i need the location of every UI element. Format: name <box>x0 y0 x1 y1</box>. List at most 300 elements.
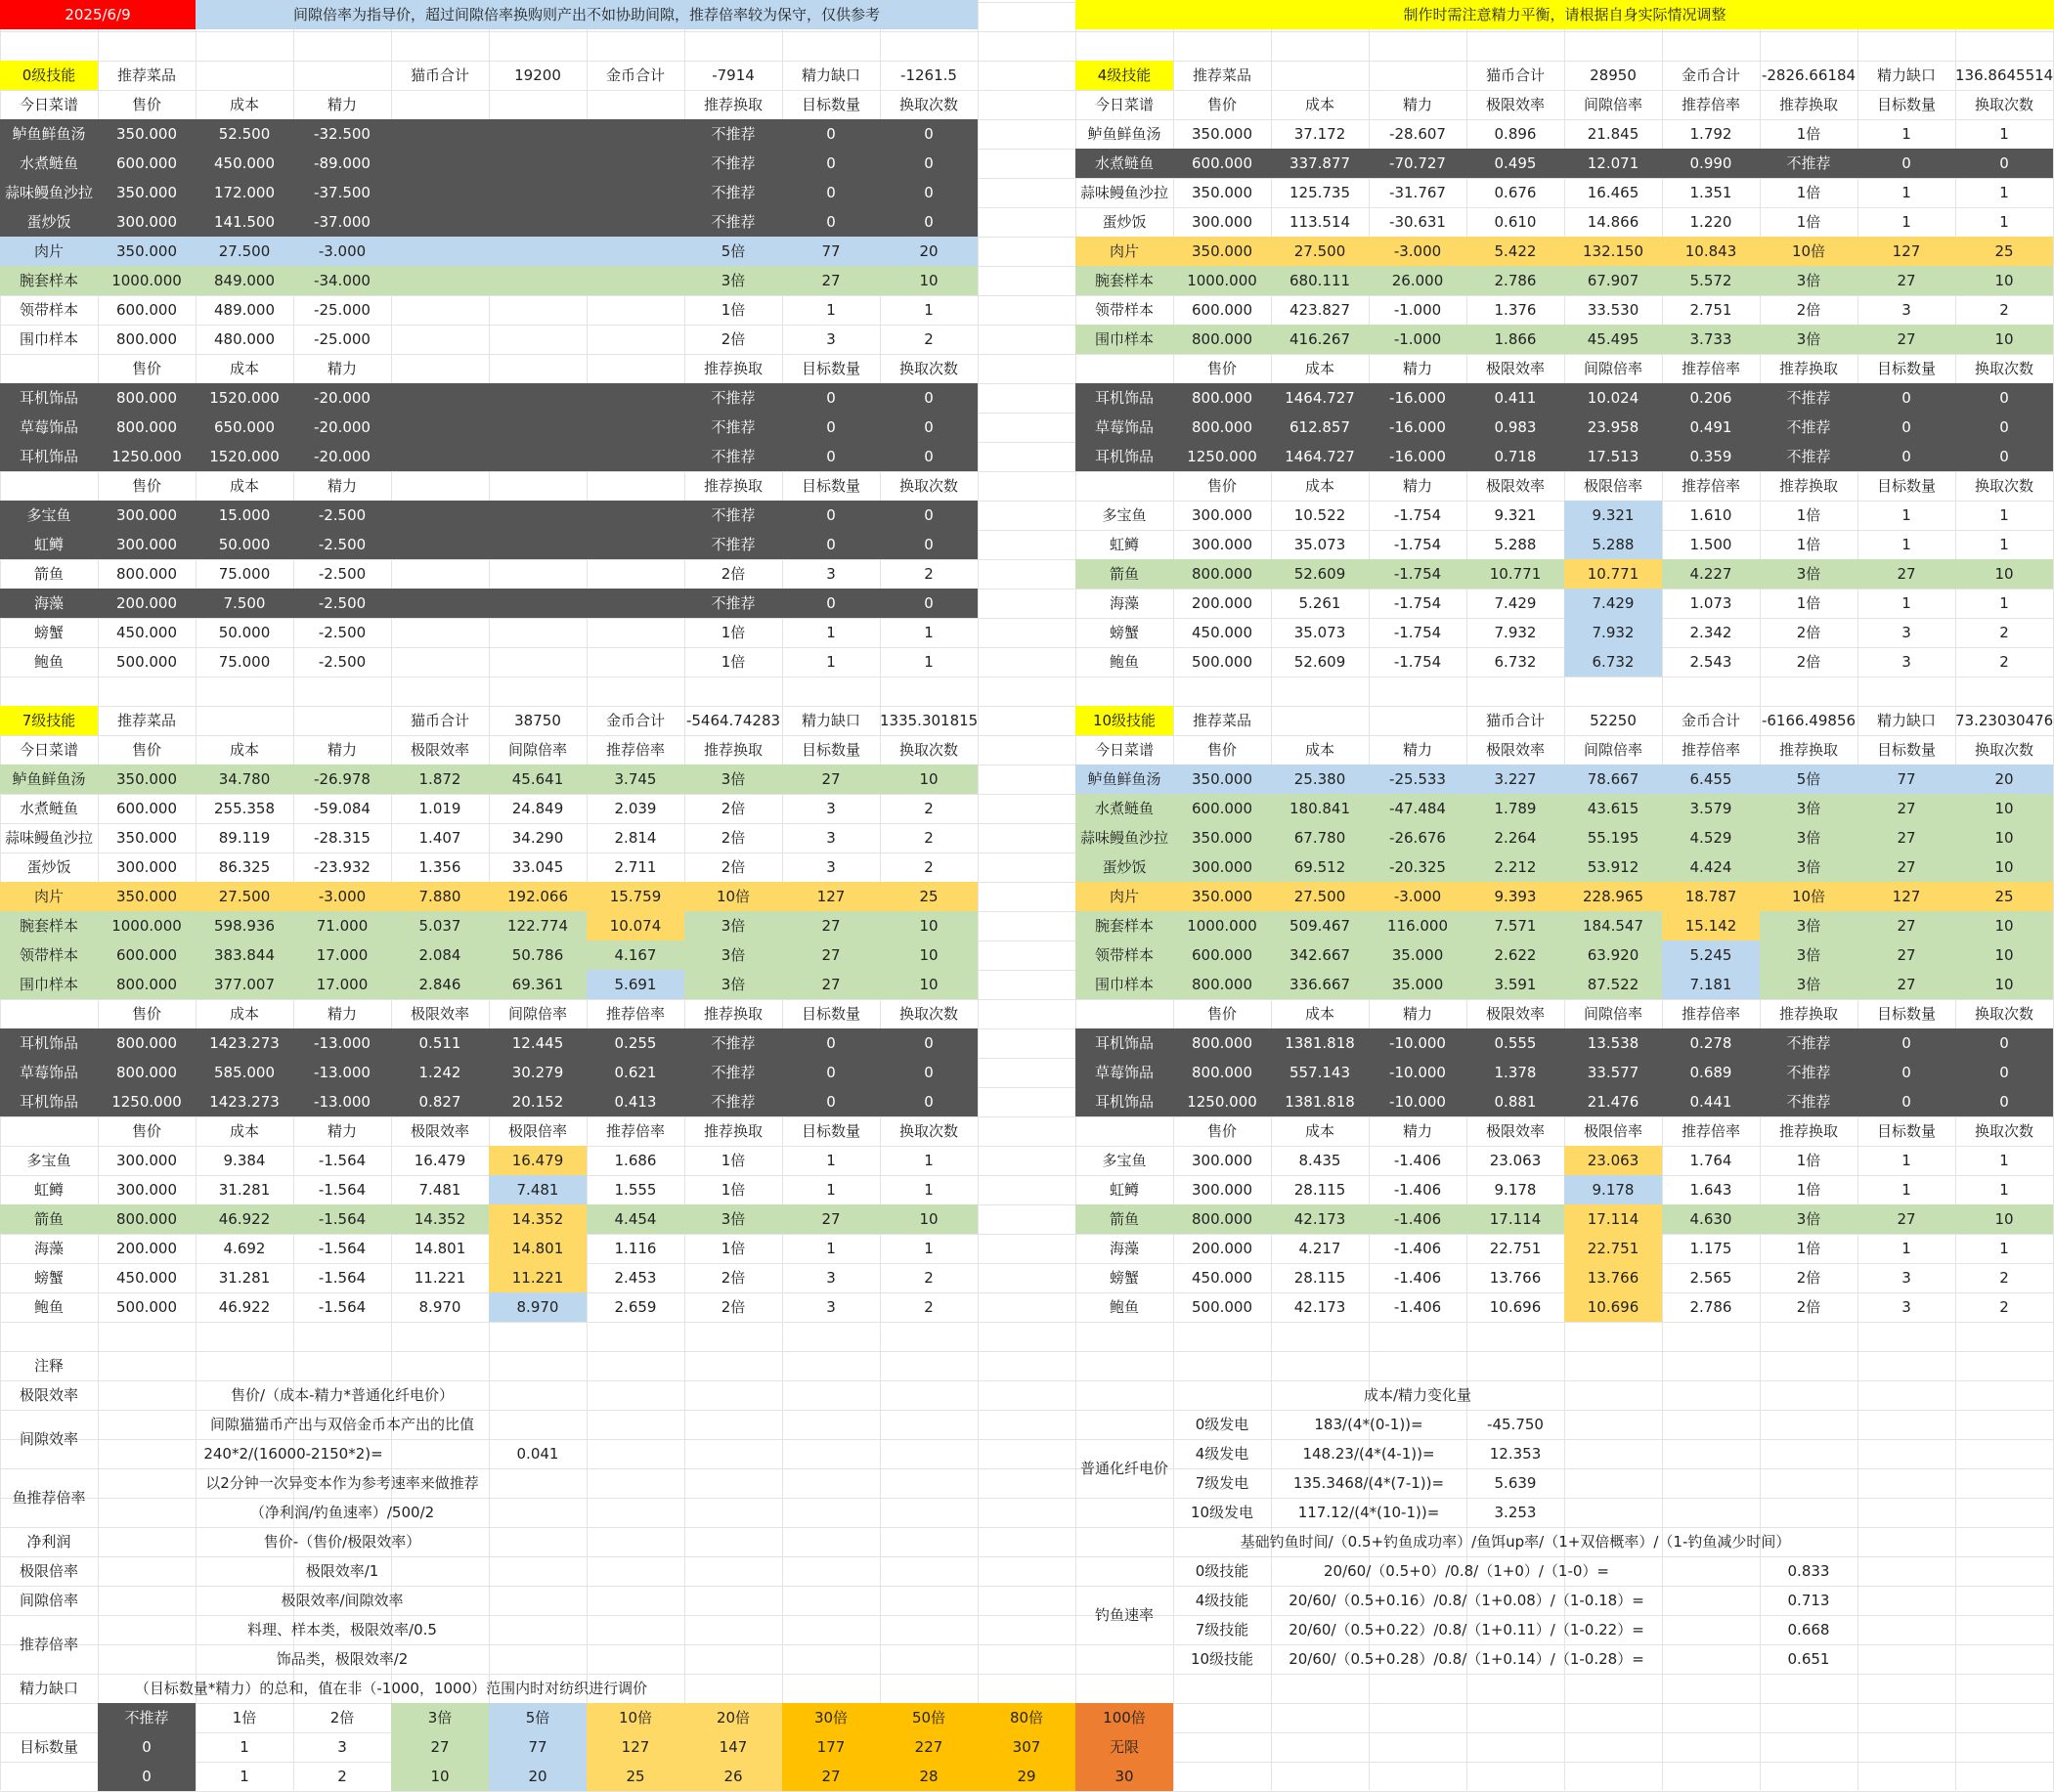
item-value[interactable] <box>391 618 489 647</box>
item-value[interactable]: 11.221 <box>489 1263 587 1292</box>
legend-qty[interactable]: 3 <box>337 1738 347 1756</box>
item-name[interactable]: 围巾样本 <box>1075 970 1173 999</box>
item-value[interactable]: 2倍 <box>721 330 746 348</box>
item-value[interactable]: -1.564 <box>318 1298 367 1316</box>
item-value[interactable]: 2.622 <box>1466 940 1564 970</box>
item-value[interactable]: 7.429 <box>1494 594 1537 612</box>
item-value[interactable]: 350.000 <box>1173 765 1271 794</box>
column-header[interactable]: 间隙倍率 <box>507 1005 567 1023</box>
column-header[interactable]: 精力 <box>1402 96 1432 113</box>
column-header[interactable]: 成本 <box>229 1122 259 1140</box>
gold-label[interactable]: 金币合计 <box>605 712 665 729</box>
item-value[interactable]: 2.039 <box>614 800 657 817</box>
item-value[interactable] <box>587 237 684 266</box>
item-value[interactable]: -16.000 <box>1369 442 1466 471</box>
item-value[interactable]: 31.281 <box>218 1269 271 1287</box>
item-value[interactable]: 46.922 <box>218 1298 271 1316</box>
item-value[interactable]: 1.764 <box>1689 1152 1732 1169</box>
item-value[interactable] <box>391 178 489 207</box>
item-value[interactable]: 14.801 <box>489 1234 587 1263</box>
energy-gap-label[interactable]: 精力缺口 <box>801 712 860 729</box>
item-value[interactable]: -20.000 <box>293 413 391 442</box>
column-header[interactable]: 成本 <box>1304 741 1334 759</box>
item-value[interactable]: 1 <box>924 1152 934 1169</box>
item-value[interactable]: 42.173 <box>1293 1298 1346 1316</box>
legend-qty[interactable]: 177 <box>782 1732 880 1762</box>
item-value[interactable]: -3.000 <box>293 882 391 911</box>
item-value[interactable]: 3倍 <box>1760 823 1857 852</box>
item-value[interactable]: 28.115 <box>1293 1181 1346 1199</box>
item-value[interactable]: 23.063 <box>1489 1152 1542 1169</box>
item-value[interactable]: 1250.000 <box>1173 442 1271 471</box>
item-value[interactable]: 33.045 <box>511 858 564 876</box>
item-value[interactable]: -1.564 <box>318 1269 367 1287</box>
item-value[interactable]: 10 <box>1955 911 2053 940</box>
item-value[interactable]: 480.000 <box>213 330 276 348</box>
item-value[interactable]: 2.711 <box>614 858 657 876</box>
item-value[interactable]: 0.610 <box>1494 213 1537 231</box>
fish-level[interactable]: 4级技能 <box>1195 1592 1249 1609</box>
item-value[interactable]: 15.000 <box>196 501 293 530</box>
item-value[interactable]: 0.441 <box>1662 1087 1760 1116</box>
item-name[interactable]: 多宝鱼 <box>0 501 98 530</box>
item-value[interactable]: 416.267 <box>1271 325 1369 354</box>
item-value[interactable]: 75.000 <box>218 653 271 671</box>
item-value[interactable]: 3倍 <box>684 940 782 970</box>
item-value[interactable]: 9.321 <box>1494 506 1537 524</box>
column-header[interactable]: 推荐换取 <box>1778 1005 1838 1023</box>
column-header[interactable]: 目标数量 <box>1876 96 1936 113</box>
item-value[interactable]: 7.932 <box>1564 618 1662 647</box>
item-value[interactable]: -30.631 <box>1389 213 1446 231</box>
item-name[interactable]: 虹鳟 <box>1109 1181 1139 1199</box>
item-value[interactable]: 16.479 <box>489 1146 587 1175</box>
column-header[interactable]: 极限效率 <box>410 1005 469 1023</box>
item-value[interactable]: 300.000 <box>115 858 178 876</box>
item-value[interactable]: 12.071 <box>1564 149 1662 178</box>
item-value[interactable] <box>489 383 587 413</box>
note-formula[interactable]: 饰品类，极限效率/2 <box>276 1650 409 1668</box>
item-value[interactable]: 1倍 <box>721 1152 746 1169</box>
fish-formula[interactable]: 20/60/（0.5+0.22）/0.8/（1+0.11）/（1-0.22）= <box>1289 1621 1644 1639</box>
item-value[interactable]: 1.643 <box>1689 1181 1732 1199</box>
item-value[interactable]: 0 <box>1857 1087 1955 1116</box>
item-value[interactable]: 1倍 <box>721 653 746 671</box>
column-header[interactable]: 极限效率 <box>1485 1005 1545 1023</box>
item-value[interactable]: 不推荐 <box>684 149 782 178</box>
item-value[interactable]: 10 <box>1955 266 2053 295</box>
item-value[interactable]: 0 <box>880 119 978 149</box>
item-value[interactable]: 180.841 <box>1271 794 1369 823</box>
skill-level[interactable]: 10级技能 <box>1075 706 1173 735</box>
gold-total[interactable]: -2826.66184 <box>1761 66 1857 84</box>
item-value[interactable]: 0 <box>1955 1028 2053 1058</box>
item-value[interactable]: 2倍 <box>721 1298 746 1316</box>
item-value[interactable]: 17.114 <box>1564 1204 1662 1234</box>
item-value[interactable]: 7.481 <box>489 1175 587 1204</box>
note-term[interactable]: 极限效率 <box>19 1386 78 1404</box>
item-name[interactable]: 蒜味鳗鱼沙拉 <box>1075 823 1173 852</box>
legend-label[interactable]: 10倍 <box>587 1703 684 1732</box>
item-value[interactable]: 不推荐 <box>684 178 782 207</box>
item-value[interactable]: 1 <box>826 1181 836 1199</box>
item-value[interactable]: 0.555 <box>1466 1028 1564 1058</box>
item-value[interactable]: 10 <box>880 1204 978 1234</box>
item-value[interactable]: 6.732 <box>1494 653 1537 671</box>
legend-times[interactable]: 26 <box>684 1762 782 1791</box>
item-value[interactable]: 800.000 <box>98 383 196 413</box>
item-value[interactable]: -10.000 <box>1369 1087 1466 1116</box>
item-value[interactable]: 1 <box>924 624 934 641</box>
item-value[interactable] <box>489 325 587 354</box>
item-name[interactable]: 海藻 <box>1109 1240 1139 1257</box>
item-value[interactable]: 450.000 <box>115 1269 178 1287</box>
item-value[interactable]: 5.288 <box>1564 530 1662 559</box>
item-value[interactable]: 1倍 <box>1796 1240 1821 1257</box>
item-value[interactable]: 200.000 <box>98 589 196 618</box>
item-name[interactable]: 腕套样本 <box>0 266 98 295</box>
item-value[interactable] <box>587 647 684 677</box>
item-value[interactable]: 450.000 <box>196 149 293 178</box>
column-header[interactable]: 售价 <box>1206 96 1237 113</box>
item-value[interactable]: 450.000 <box>1191 624 1253 641</box>
item-value[interactable]: 52.500 <box>196 119 293 149</box>
item-name[interactable]: 蒜味鳗鱼沙拉 <box>0 178 98 207</box>
item-value[interactable] <box>391 383 489 413</box>
item-value[interactable]: 9.178 <box>1494 1181 1537 1199</box>
item-value[interactable]: 3 <box>826 330 836 348</box>
item-value[interactable]: 5倍 <box>1760 765 1857 794</box>
legend-times[interactable]: 1 <box>240 1768 249 1785</box>
column-header[interactable]: 目标数量 <box>801 1122 860 1140</box>
item-value[interactable]: -1.564 <box>318 1181 367 1199</box>
item-value[interactable]: -1.754 <box>1393 653 1442 671</box>
item-value[interactable]: 10 <box>1955 559 2053 589</box>
item-value[interactable]: 10.696 <box>1489 1298 1542 1316</box>
item-value[interactable]: 4.217 <box>1298 1240 1341 1257</box>
item-value[interactable]: 0 <box>1857 149 1955 178</box>
item-value[interactable]: 1 <box>924 1240 934 1257</box>
item-value[interactable]: 1000.000 <box>98 911 196 940</box>
item-value[interactable]: 2倍 <box>1796 1269 1821 1287</box>
item-value[interactable]: -1.406 <box>1393 1152 1442 1169</box>
item-value[interactable]: -31.767 <box>1389 184 1446 201</box>
item-value[interactable]: 0.990 <box>1662 149 1760 178</box>
item-value[interactable]: 2 <box>1999 624 2009 641</box>
item-value[interactable]: 17.114 <box>1466 1204 1564 1234</box>
column-header[interactable]: 精力 <box>1402 1005 1432 1023</box>
item-value[interactable]: -26.978 <box>293 765 391 794</box>
cat-coin-label[interactable]: 猫币合计 <box>1485 712 1545 729</box>
item-value[interactable]: 25 <box>1955 237 2053 266</box>
item-value[interactable]: 509.467 <box>1271 911 1369 940</box>
column-header[interactable]: 推荐换取 <box>703 741 763 759</box>
item-value[interactable]: 800.000 <box>1173 1058 1271 1087</box>
item-value[interactable]: 26.000 <box>1369 266 1466 295</box>
item-value[interactable]: 71.000 <box>293 911 391 940</box>
item-value[interactable]: 800.000 <box>1173 970 1271 999</box>
item-value[interactable]: 3倍 <box>1760 794 1857 823</box>
item-value[interactable]: 1 <box>924 1181 934 1199</box>
banner-note-right[interactable]: 制作时需注意精力平衡，请根据自身实际情况调整 <box>1075 0 2054 29</box>
item-value[interactable]: 300.000 <box>1191 1181 1253 1199</box>
item-name[interactable]: 箭鱼 <box>0 1204 98 1234</box>
item-value[interactable]: 27 <box>782 765 880 794</box>
column-header[interactable]: 推荐换取 <box>703 96 763 113</box>
column-header[interactable]: 换取次数 <box>1974 96 2033 113</box>
item-name[interactable]: 鲈鱼鲜鱼汤 <box>0 119 98 149</box>
cat-coin-total[interactable]: 38750 <box>514 712 561 729</box>
item-name[interactable]: 虹鳟 <box>0 530 98 559</box>
item-value[interactable]: 800.000 <box>98 1058 196 1087</box>
item-value[interactable]: 1.610 <box>1689 506 1732 524</box>
item-name[interactable]: 草莓饰品 <box>0 1058 98 1087</box>
item-value[interactable]: 77 <box>1857 765 1955 794</box>
item-value[interactable]: 2倍 <box>1796 653 1821 671</box>
item-value[interactable]: 1倍 <box>1796 1152 1821 1169</box>
column-header[interactable]: 换取次数 <box>898 360 958 377</box>
item-value[interactable]: 8.970 <box>489 1292 587 1322</box>
energy-gap-label[interactable]: 精力缺口 <box>1876 712 1936 729</box>
elec-formula[interactable]: 183/(4*(0-1))= <box>1314 1416 1423 1433</box>
item-value[interactable]: 10 <box>1955 970 2053 999</box>
item-value[interactable]: 不推荐 <box>1760 1087 1857 1116</box>
elec-value[interactable]: 3.253 <box>1494 1504 1537 1521</box>
item-value[interactable]: 489.000 <box>213 301 276 319</box>
item-value[interactable]: 3倍 <box>1760 940 1857 970</box>
column-header[interactable]: 成本 <box>1304 360 1334 377</box>
item-name[interactable]: 鲈鱼鲜鱼汤 <box>1087 125 1161 143</box>
elec-value[interactable]: -45.750 <box>1487 1416 1544 1433</box>
item-value[interactable]: 2.565 <box>1689 1269 1732 1287</box>
item-value[interactable]: 0 <box>880 207 978 237</box>
item-value[interactable]: 10 <box>1955 940 2053 970</box>
item-value[interactable]: 23.958 <box>1564 413 1662 442</box>
item-value[interactable] <box>489 559 587 589</box>
item-value[interactable] <box>489 413 587 442</box>
column-header[interactable]: 间隙倍率 <box>1583 741 1642 759</box>
item-value[interactable]: 1.220 <box>1689 213 1732 231</box>
item-value[interactable]: 0 <box>1955 149 2053 178</box>
item-value[interactable]: 1.019 <box>418 800 461 817</box>
note-text[interactable]: 极限效率/间隙效率 <box>281 1592 404 1609</box>
energy-gap[interactable]: 73.23030476 <box>1955 712 2053 729</box>
item-value[interactable] <box>489 618 587 647</box>
fish-level[interactable]: 10级技能 <box>1190 1650 1254 1668</box>
item-value[interactable]: 0.881 <box>1466 1087 1564 1116</box>
energy-gap-label[interactable]: 精力缺口 <box>1876 66 1936 84</box>
column-header[interactable]: 间隙倍率 <box>1583 1005 1642 1023</box>
item-value[interactable]: 1 <box>1901 213 1911 231</box>
fish-formula[interactable]: 20/60/（0.5+0.16）/0.8/（1+0.08）/（1-0.18）= <box>1289 1592 1644 1609</box>
item-value[interactable]: 0 <box>880 530 978 559</box>
column-header[interactable]: 推荐换取 <box>1778 477 1838 495</box>
legend-label[interactable]: 5倍 <box>489 1703 587 1732</box>
item-value[interactable]: 4.424 <box>1662 852 1760 882</box>
item-value[interactable]: 27 <box>782 970 880 999</box>
item-value[interactable] <box>587 501 684 530</box>
item-value[interactable]: 1倍 <box>721 624 746 641</box>
item-value[interactable]: 10 <box>880 765 978 794</box>
item-value[interactable]: 0 <box>782 1087 880 1116</box>
item-name[interactable]: 箭鱼 <box>33 565 64 583</box>
item-value[interactable]: 4.692 <box>223 1240 266 1257</box>
item-value[interactable]: 27 <box>782 940 880 970</box>
item-value[interactable]: 800.000 <box>1173 413 1271 442</box>
item-value[interactable]: 0 <box>782 207 880 237</box>
note-term[interactable]: 间隙效率 <box>19 1430 78 1448</box>
item-value[interactable]: 1.175 <box>1689 1240 1732 1257</box>
item-value[interactable]: 50.786 <box>489 940 587 970</box>
item-value[interactable]: 300.000 <box>115 1181 178 1199</box>
item-value[interactable]: -16.000 <box>1369 413 1466 442</box>
item-value[interactable]: 800.000 <box>1173 1028 1271 1058</box>
item-value[interactable]: 800.000 <box>1173 383 1271 413</box>
item-value[interactable]: 0.896 <box>1494 125 1537 143</box>
fish-value[interactable]: 0.668 <box>1787 1621 1830 1639</box>
item-value[interactable]: 0 <box>782 1028 880 1058</box>
item-value[interactable]: 600.000 <box>1191 301 1253 319</box>
note-text[interactable]: 间隙猫猫币产出与双倍金币本产出的比值 <box>209 1416 474 1433</box>
column-header[interactable]: 目标数量 <box>1876 741 1936 759</box>
item-value[interactable]: 1 <box>826 1240 836 1257</box>
item-value[interactable]: 27.500 <box>196 882 293 911</box>
item-value[interactable]: 1.686 <box>614 1152 657 1169</box>
item-name[interactable]: 草莓饰品 <box>1075 1058 1173 1087</box>
note-term[interactable]: 间隙倍率 <box>19 1592 78 1609</box>
item-value[interactable]: 4.227 <box>1662 559 1760 589</box>
item-name[interactable]: 箭鱼 <box>1075 559 1173 589</box>
item-value[interactable]: 3.745 <box>587 765 684 794</box>
item-value[interactable]: 5.572 <box>1662 266 1760 295</box>
item-value[interactable]: -10.000 <box>1369 1028 1466 1058</box>
item-value[interactable]: 0 <box>1857 1028 1955 1058</box>
item-value[interactable]: -32.500 <box>293 119 391 149</box>
item-value[interactable]: 1 <box>1901 594 1911 612</box>
item-value[interactable]: 3 <box>826 800 836 817</box>
item-value[interactable]: 200.000 <box>115 1240 178 1257</box>
item-value[interactable]: -70.727 <box>1369 149 1466 178</box>
item-value[interactable]: 16.465 <box>1587 184 1639 201</box>
item-value[interactable] <box>391 295 489 325</box>
item-value[interactable]: 1 <box>1999 213 2009 231</box>
legend-qty[interactable]: 27 <box>391 1732 489 1762</box>
legend-qty[interactable]: 1 <box>240 1738 249 1756</box>
column-header[interactable]: 换取次数 <box>1974 360 2033 377</box>
item-value[interactable]: 1.356 <box>418 858 461 876</box>
item-value[interactable]: 3 <box>826 858 836 876</box>
item-value[interactable]: 69.512 <box>1271 852 1369 882</box>
item-value[interactable]: 1 <box>1999 184 2009 201</box>
item-value[interactable]: -3.000 <box>293 237 391 266</box>
item-value[interactable]: 不推荐 <box>684 413 782 442</box>
item-value[interactable]: 500.000 <box>115 1298 178 1316</box>
item-value[interactable]: 不推荐 <box>1760 1028 1857 1058</box>
item-name[interactable]: 多宝鱼 <box>26 1152 71 1169</box>
item-value[interactable] <box>391 589 489 618</box>
column-header[interactable]: 换取次数 <box>898 96 958 113</box>
column-header[interactable]: 极限效率 <box>410 741 469 759</box>
item-value[interactable]: 1 <box>826 301 836 319</box>
column-header[interactable]: 间隙倍率 <box>507 741 567 759</box>
column-header[interactable]: 目标数量 <box>801 96 860 113</box>
item-name[interactable]: 水煮鲢鱼 <box>0 149 98 178</box>
item-value[interactable]: -37.000 <box>293 207 391 237</box>
item-value[interactable]: 10.843 <box>1662 237 1760 266</box>
item-value[interactable]: 7.181 <box>1662 970 1760 999</box>
item-value[interactable]: 3倍 <box>1760 266 1857 295</box>
column-header[interactable]: 推荐倍率 <box>1681 1005 1740 1023</box>
column-header[interactable]: 极限倍率 <box>507 1122 567 1140</box>
note-formula[interactable]: （净利润/钓鱼速率）/500/2 <box>249 1504 435 1521</box>
item-value[interactable] <box>587 149 684 178</box>
item-value[interactable]: 10.024 <box>1564 383 1662 413</box>
item-value[interactable]: 13.766 <box>1489 1269 1542 1287</box>
elec-label[interactable]: 普通化纤电价 <box>1079 1460 1168 1477</box>
item-name[interactable]: 蒜味鳗鱼沙拉 <box>1079 184 1168 201</box>
item-name[interactable]: 多宝鱼 <box>1102 506 1147 524</box>
item-value[interactable] <box>489 266 587 295</box>
item-value[interactable]: 1423.273 <box>196 1028 293 1058</box>
item-value[interactable]: 28.115 <box>1293 1269 1346 1287</box>
item-name[interactable]: 腕套样本 <box>0 911 98 940</box>
item-value[interactable]: 0 <box>1955 1087 2053 1116</box>
note-text[interactable]: 极限效率/1 <box>305 1562 379 1580</box>
item-value[interactable]: 800.000 <box>115 330 178 348</box>
item-value[interactable]: 557.143 <box>1271 1058 1369 1087</box>
elec-formula[interactable]: 135.3468/(4*(7-1))= <box>1292 1474 1445 1492</box>
item-value[interactable]: 9.178 <box>1564 1175 1662 1204</box>
item-value[interactable]: 4.529 <box>1662 823 1760 852</box>
item-value[interactable]: 34.780 <box>196 765 293 794</box>
legend-label[interactable]: 50倍 <box>880 1703 978 1732</box>
item-value[interactable]: -34.000 <box>293 266 391 295</box>
item-value[interactable]: 16.479 <box>414 1152 466 1169</box>
energy-gap[interactable]: 136.8645514 <box>1955 66 2053 84</box>
item-value[interactable]: 3.733 <box>1662 325 1760 354</box>
item-value[interactable]: 200.000 <box>1191 594 1253 612</box>
legend-qty[interactable]: 无限 <box>1075 1732 1173 1762</box>
item-value[interactable]: 350.000 <box>1173 882 1271 911</box>
note-term[interactable]: 净利润 <box>26 1533 71 1551</box>
item-value[interactable]: 14.866 <box>1587 213 1639 231</box>
item-value[interactable]: 不推荐 <box>684 1087 782 1116</box>
note-formula[interactable]: 240*2/(16000-2150*2)= <box>203 1445 383 1463</box>
item-value[interactable]: 3倍 <box>1760 911 1857 940</box>
item-value[interactable]: 1.500 <box>1689 536 1732 553</box>
item-value[interactable]: -59.084 <box>314 800 371 817</box>
item-value[interactable]: 300.000 <box>98 207 196 237</box>
item-value[interactable]: 6.732 <box>1564 647 1662 677</box>
item-value[interactable] <box>489 501 587 530</box>
item-value[interactable]: 27 <box>1857 911 1955 940</box>
item-value[interactable]: 3.227 <box>1466 765 1564 794</box>
item-name[interactable]: 螃蟹 <box>1109 624 1139 641</box>
item-value[interactable]: 27 <box>1857 852 1955 882</box>
item-value[interactable]: 184.547 <box>1564 911 1662 940</box>
item-value[interactable]: -1.754 <box>1369 559 1466 589</box>
item-value[interactable]: 2.786 <box>1689 1298 1732 1316</box>
fish-level[interactable]: 7级技能 <box>1195 1621 1249 1639</box>
note-text[interactable]: 以2分钟一次异变本作为参考速率来做推荐 <box>205 1474 479 1492</box>
item-value[interactable]: 52.609 <box>1293 653 1346 671</box>
item-value[interactable]: 4.167 <box>587 940 684 970</box>
date-cell[interactable]: 2025/6/9 <box>0 0 196 29</box>
item-value[interactable]: 67.780 <box>1271 823 1369 852</box>
item-value[interactable]: 255.358 <box>213 800 276 817</box>
item-value[interactable]: 1 <box>1999 506 2009 524</box>
item-value[interactable]: 0 <box>1955 413 2053 442</box>
